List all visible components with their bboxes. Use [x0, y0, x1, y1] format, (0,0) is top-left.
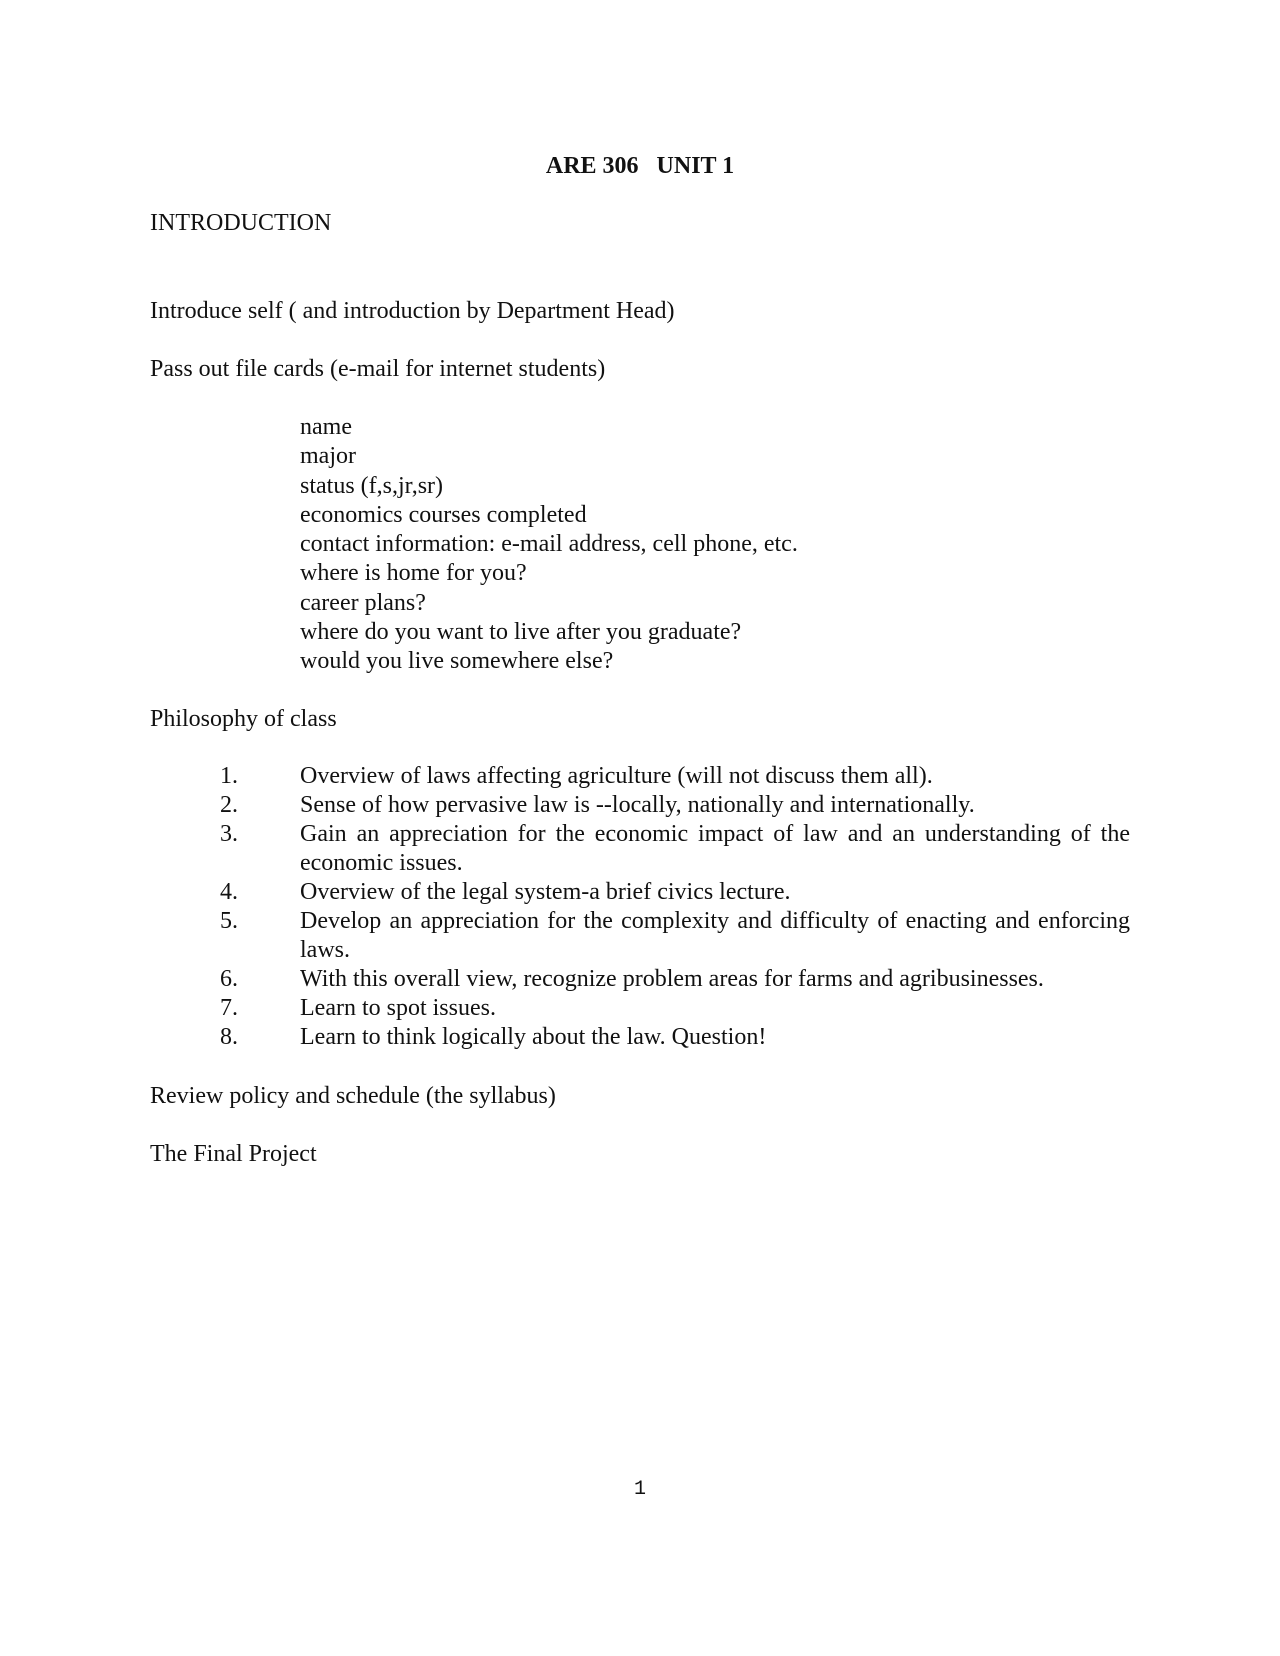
- list-item-number: 7.: [220, 995, 238, 1021]
- list-item-text: Develop an appreciation for the complexity and difficulty of enacting and enforcing laws.: [300, 908, 1130, 963]
- final-project-line: The Final Project: [150, 1141, 317, 1167]
- card-field: name: [300, 414, 352, 440]
- list-item: [220, 820, 1130, 878]
- list-item-text: Overview of laws affecting agriculture (will not discuss them all).: [300, 763, 933, 789]
- file-cards-line: Pass out file cards (e-mail for internet students): [150, 356, 606, 382]
- list-item: [220, 965, 1130, 994]
- document-title: ARE 306 UNIT 1: [545, 153, 735, 179]
- list-item-number: 1.: [220, 763, 238, 789]
- list-item: [220, 907, 1130, 965]
- review-line: Review policy and schedule (the syllabus): [150, 1083, 556, 1109]
- list-item-text: Gain an appreciation for the economic impact of law and an understanding of the economic issues.: [300, 821, 1130, 876]
- philosophy-list: [220, 762, 1130, 1052]
- list-item-text: With this overall view, recognize problem areas for farms and agribusinesses.: [300, 966, 1044, 992]
- list-item: [220, 762, 1130, 791]
- list-item: [220, 791, 1130, 820]
- card-field: where is home for you?: [300, 560, 527, 587]
- intro-line: Introduce self ( and introduction by Department Head): [150, 298, 675, 324]
- list-item-text: Overview of the legal system-a brief civics lecture.: [300, 879, 791, 905]
- list-item-text: Learn to spot issues.: [300, 995, 496, 1021]
- card-field: career plans?: [300, 589, 426, 616]
- list-item: [220, 994, 1130, 1023]
- card-field: major: [300, 443, 356, 470]
- card-fields-list: [300, 413, 798, 676]
- list-item-text: Sense of how pervasive law is --locally, nationally and internationally.: [300, 792, 975, 818]
- card-field: economics courses completed: [300, 501, 587, 528]
- list-item-number: 2.: [220, 792, 238, 818]
- list-item-number: 3.: [220, 821, 238, 847]
- philosophy-heading: Philosophy of class: [150, 706, 337, 732]
- list-item-text: Learn to think logically about the law. Question!: [300, 1024, 767, 1050]
- list-item: [220, 1023, 1130, 1052]
- list-item-number: 4.: [220, 879, 238, 905]
- list-item-number: 5.: [220, 908, 238, 934]
- card-field: status (f,s,jr,sr): [300, 472, 444, 499]
- list-item: [220, 878, 1130, 907]
- section-heading: INTRODUCTION: [150, 210, 332, 236]
- card-field: where do you want to live after you graduate?: [300, 618, 742, 645]
- card-field: contact information: e-mail address, cell phone, etc.: [300, 531, 798, 557]
- list-item-number: 6.: [220, 966, 238, 992]
- card-field: would you live somewhere else?: [300, 648, 614, 674]
- list-item-number: 8.: [220, 1024, 238, 1050]
- page-number: 1: [633, 1478, 646, 1501]
